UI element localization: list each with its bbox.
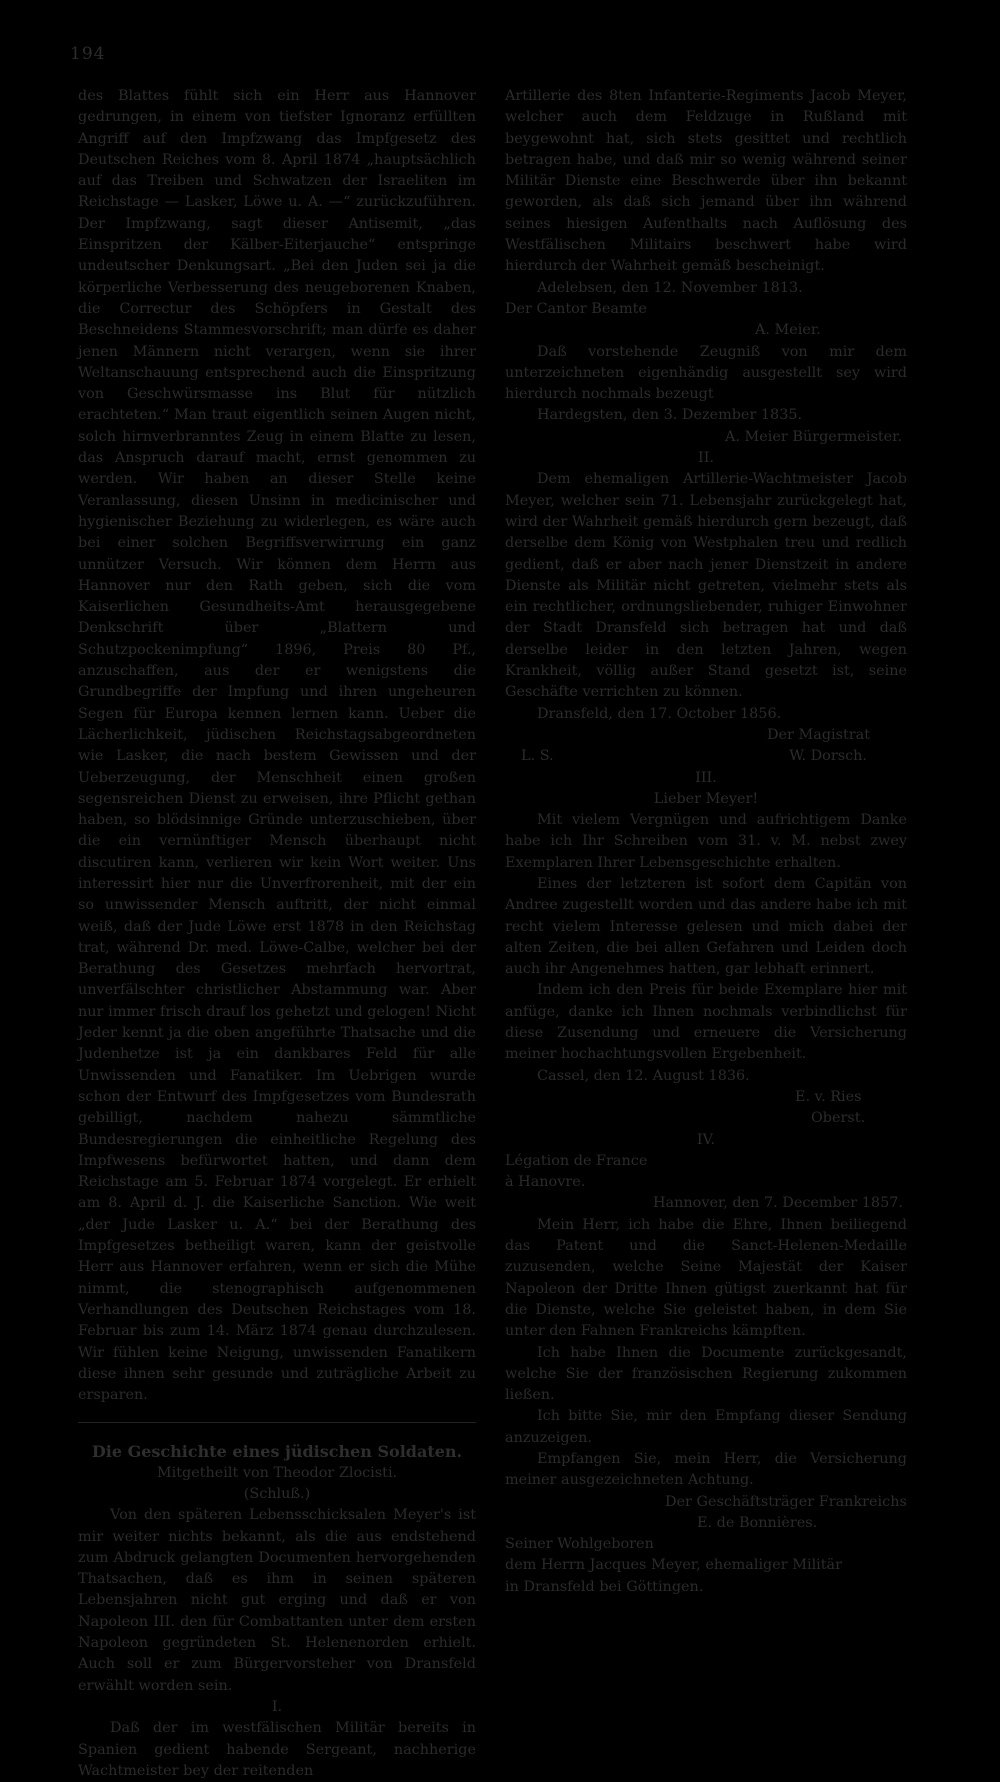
signature-title: Der Magistrat: [767, 726, 871, 743]
article-paragraph: Daß der im westfälischen Militär bereits in Spanien gedient habende Sergeant, nachherige Wachtmeister bey der reitenden: [78, 1720, 476, 1779]
document-paragraph: Artillerie des 8ten Infanterie-Regiments Jacob Meyer, welcher auch dem Feldzuge in Rußland mit beygewohnt hat, sich stets gesittet und rechtlich betragen habe, und daß mir so wenig während seiner Militär Dienste eine Beschwerde über ihn bekannt geworden, als daß sich jemand über ihn während seines hiesigen Aufenthalts nach Auflösung des Westfälischen Militairs beschwert habe wird hierdurch der Wahrheit gemäß bescheinigt.: [505, 88, 907, 275]
page-number: 194: [70, 44, 106, 64]
document-place-date: Hardegsten, den 3. Dezember 1835.: [537, 407, 803, 424]
document-paragraph: Ich habe Ihnen die Documente zurückgesandt, welche Sie der französischen Regierung zukommen ließen.: [505, 1344, 907, 1404]
address-line: in Dransfeld bei Göttingen.: [505, 1578, 704, 1595]
legation-heading: Légation de France: [505, 1152, 648, 1169]
document-paragraph: Mit vielem Vergnügen und aufrichtigem Danke habe ich Ihr Schreiben vom 31. v. M. nebst zwey Exemplaren Ihrer Lebensgeschichte erhalten.: [505, 812, 907, 871]
signature-name: W. Dorsch.: [789, 748, 867, 765]
address-line: dem Herrn Jacques Meyer, ehemaliger Militär: [505, 1557, 843, 1574]
signature-title: Oberst.: [811, 1110, 866, 1127]
document-paragraph: Empfangen Sie, mein Herr, die Versicherung meiner ausgezeichneten Achtung.: [505, 1451, 907, 1489]
article-byline: Mitgetheilt von Theodor Zlocisti.: [156, 1464, 398, 1481]
left-column: [78, 86, 476, 1782]
signature-name: A. Meier Bürgermeister.: [725, 428, 903, 445]
document-paragraph: Daß vorstehende Zeugniß von mir dem unterzeichneten eigenhändig ausgestellt sey wird hierdurch nochmals bezeugt: [505, 343, 907, 403]
section-divider: [78, 1422, 476, 1423]
address-line: Seiner Wohlgeboren: [505, 1536, 654, 1553]
document-place-date: Hannover, den 7. December 1857.: [653, 1195, 903, 1212]
document-numeral: III.: [695, 769, 717, 786]
signature-title: Der Cantor Beamte: [505, 300, 647, 317]
seal-signature-row: [505, 746, 907, 767]
document-place-date: Cassel, den 12. August 1836.: [537, 1067, 750, 1084]
signature-name: E. v. Ries: [795, 1088, 862, 1105]
document-numeral: II.: [698, 450, 714, 467]
signature-name: E. de Bonnières.: [697, 1514, 818, 1531]
document-paragraph: Dem ehemaligen Artillerie-Wachtmeister Jacob Meyer, welcher sein 71. Lebensjahr zurückgelegt hat, wird der Wahrheit gemäß hierdurch gern bezeugt, daß derselbe dem König von Westphalen treu und redlich gedient, daß er aber nach jener Dienstzeit in andere Dienste als Militär nicht getreten, vielmehr stets als ein rechtlicher, ordnungsliebender, ruhiger Einwohner der Stadt Dransfeld sich betragen hat und daß derselbe leider in den letzten Jahren, wegen Krankheit, völlig außer Stand gesetzt ist, seine Geschäfte verrichten zu können.: [505, 471, 907, 701]
legation-heading: à Hanovre.: [505, 1174, 586, 1191]
signature-name: A. Meier.: [755, 322, 821, 339]
document-numeral: I.: [271, 1698, 283, 1715]
seal-mark: L. S.: [521, 748, 554, 765]
document-paragraph: Ich bitte Sie, mir den Empfang dieser Sendung anzuzeigen.: [505, 1408, 907, 1446]
article-paragraph: des Blattes fühlt sich ein Herr aus Hannover gedrungen, in einem von tiefster Ignoranz erfüllten Angriff auf den Impfzwang das Impfgesetz des Deutschen Reiches vom 8. April 1874 „hauptsächlich auf das Treiben und Schwatzen der Israeliten im Reichstage — Lasker, Löwe u. A. —“ zurückzuführen. Der Impfzwang, sagt dieser Antisemit, „das Einspritzen der Kälber-Eiterjauche“ entspringe undeutscher Denkungsart. „Bei den Juden sei ja die körperliche Verbesserung des neugeborenen Knaben, die Correctur des Schöpfers in Gestalt des Beschneidens Stammesvorschrift; man dürfe es daher jenen Männern nicht verargen, wenn sie ihrer Weltanschauung entsprechend auch die Einspritzung von Geschwürsmasse ins Blut für nützlich erachteten.“ Man traut eigentlich seinen Augen nicht, solch hirnverbranntes Zeug in einem Blatte zu lesen, das Anspruch darauf macht, ernst genommen zu werden. Wir haben an dieser Stelle keine Veranlassung, diesen Unsinn in medicinischer und hygienischer Beziehung zu widerlegen, es wäre auch bei einer solchen Begriffsverwirrung ein ganz unnützer Versuch. Wir können dem Herrn aus Hannover nur den Rath geben, sich die vom Kaiserlichen Gesundheits-Amt herausgegebene Denkschrift über „Blattern und Schutzpockenimpfung“ 1896, Preis 80 Pf., anzuschaffen, aus der er wenigstens die Grundbegriffe der Impfung und ihren ungeheuren Segen für Europa kennen lernen kann. Ueber die Lächerlichkeit, jüdischen Reichstagsabgeordneten wie Lasker, die nach bestem Gewissen und der Ueberzeugung, der Menschheit einen großen segensreichen Dienst zu erweisen, ihre Pflicht gethan haben, so blödsinnige Gründe unterzuschieben, über die ein vernünftiger Mensch überhaupt nicht discutiren kann, verlieren wir kein Wort weiter. Uns interessirt hier nur die Unverfrorenheit, mit der ein so unwissender Mensch auftritt, der nicht einmal weiß, daß der Jude Löwe erst 1878 in den Reichstag trat, während Dr. med. Löwe-Calbe, welcher bei der Berathung des Gesetzes mehrfach hervortrat, unverfälschter christlicher Abstammung war. Aber nur immer frisch drauf los gehetzt und gelogen! Nicht Jeder kennt ja die oben angeführte Thatsache und die Judenhetze ist ja ein dankbares Feld für alle Unwissenden und Fanatiker. Im Uebrigen wurde schon der Entwurf des Impfgesetzes vom Bundesrath gebilligt, nachdem nahezu sämmtliche Bundesregierungen die einheitliche Regelung des Impfwesens befürwortet hatten, und dann dem Reichstage am 5. Februar 1874 vorgelegt. Er erhielt am 8. April d. J. die Kaiserliche Sanction. Wie weit „der Jude Lasker u. A.“ bei der Berathung des Impfgesetzes betheiligt waren, kann der geistvolle Herr aus Hannover erfahren, wenn er sich die Mühe nimmt, die stenographisch aufgenommenen Verhandlungen des Deutschen Reichstages vom 18. Februar bis zum 14. März 1874 genau durchzulesen. Wir fühlen keine Neigung, unwissenden Fanatikern diese ihnen sehr gesunde und zuträgliche Arbeit zu ersparen.: [78, 88, 476, 1404]
document-paragraph: Mein Herr, ich habe die Ehre, Ihnen beiliegend das Patent und die Sanct-Helenen-Medaille zuzusenden, welche Seine Majestät der Kaiser Napoleon der Dritte Ihnen gütigst zuerkannt hat für die Dienste, welche Sie geleistet haben, in dem Sie unter den Fahnen Frankreichs kämpften.: [505, 1216, 907, 1340]
document-paragraph: Indem ich den Preis für beide Exemplare hier mit anfüge, danke ich Ihnen nochmals verbindlichst für diese Zusendung und erneuere die Versicherung meiner hochachtungsvollen Ergebenheit.: [505, 982, 907, 1063]
right-column: [505, 86, 907, 1598]
article-paragraph: Von den späteren Lebensschicksalen Meyer's ist mir weiter nichts bekannt, als die aus endstehend zum Abdruck gelangten Documenten hervorgehenden Thatsachen, daß es ihm in seinen späteren Lebensjahren nicht gut erging und daß er von Napoleon III. den für Combattanten unter dem ersten Napoleon gegründeten St. Helenenorden erhielt. Auch soll er zum Bürgervorsteher von Dransfeld erwählt worden sein.: [78, 1507, 476, 1694]
continuation-note: (Schluß.): [243, 1486, 311, 1502]
signature-title: Der Geschäftsträger Frankreichs: [665, 1493, 907, 1510]
document-place-date: Dransfeld, den 17. October 1856.: [537, 705, 782, 722]
article-heading: Die Geschichte eines jüdischen Soldaten.: [91, 1442, 463, 1462]
letter-salutation: Lieber Meyer!: [653, 790, 759, 807]
document-numeral: IV.: [696, 1131, 716, 1148]
document-place-date: Adelebsen, den 12. November 1813.: [537, 279, 803, 296]
document-paragraph: Eines der letzteren ist sofort dem Capitän von Andree zugestellt worden und das andere habe ich mit recht vielem Interesse gelesen und mich dabei der alten Zeiten, die bei allen Gefahren und Leiden doch auch ihr Angenehmes hatten, gar lebhaft erinnert.: [505, 875, 907, 978]
